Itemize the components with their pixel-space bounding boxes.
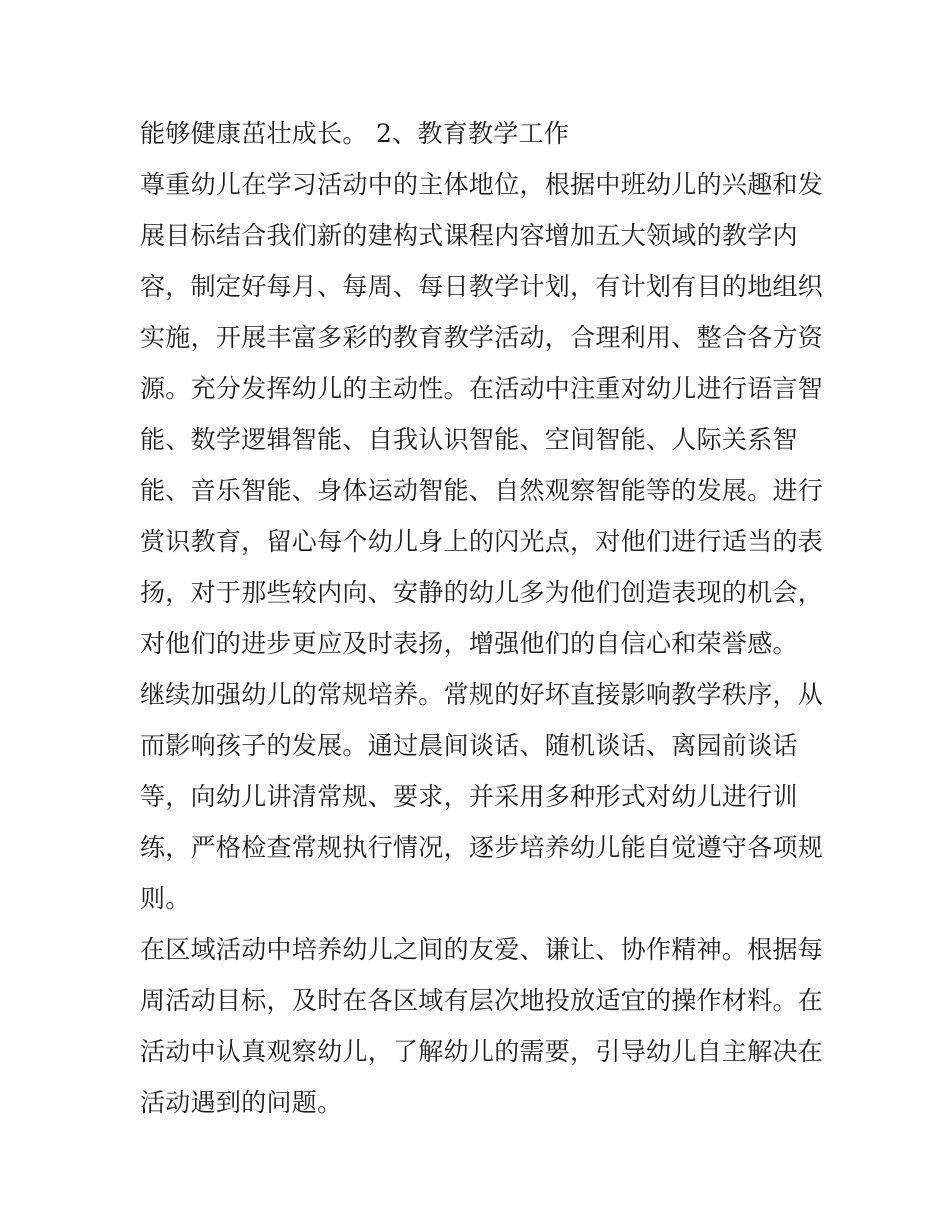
text-line: 而影响孩子的发展。通过晨间谈话、随机谈话、离园前谈话 — [140, 731, 798, 760]
text-line: 源。充分发挥幼儿的主动性。在活动中注重对幼儿进行语言智 — [140, 374, 824, 403]
text-line: 活动遇到的问题。 — [140, 1088, 343, 1117]
text-line: 则。 — [140, 884, 191, 913]
text-line: 对他们的进步更应及时表扬，增强他们的自信心和荣誉感。 — [140, 629, 798, 658]
text-line: 扬，对于那些较内向、安静的幼儿多为他们创造表现的机会， — [140, 578, 824, 607]
document-body — [140, 108, 824, 1128]
text-line: 活动中认真观察幼儿，了解幼儿的需要，引导幼儿自主解决在 — [140, 1037, 824, 1066]
text-line: 展目标结合我们新的建构式课程内容增加五大领域的教学内 — [140, 221, 798, 250]
text-line: 实施，开展丰富多彩的教育教学活动，合理利用、整合各方资 — [140, 323, 824, 352]
text-line: 能、音乐智能、身体运动智能、自然观察智能等的发展。进行 — [140, 476, 824, 505]
text-line: 在区域活动中培养幼儿之间的友爱、谦让、协作精神。根据每 — [140, 935, 824, 964]
text-line: 练，严格检查常规执行情况，逐步培养幼儿能自觉遵守各项规 — [140, 833, 824, 862]
text-line: 尊重幼儿在学习活动中的主体地位，根据中班幼儿的兴趣和发 — [140, 170, 824, 199]
text-line: 赏识教育，留心每个幼儿身上的闪光点，对他们进行适当的表 — [140, 527, 824, 556]
text-line: 周活动目标，及时在各区域有层次地投放适宜的操作材料。在 — [140, 986, 824, 1015]
text-line: 容，制定好每月、每周、每日教学计划，有计划有目的地组织 — [140, 272, 824, 301]
text-line: 能、数学逻辑智能、自我认识智能、空间智能、人际关系智 — [140, 425, 798, 454]
text-line: 等，向幼儿讲清常规、要求，并采用多种形式对幼儿进行训 — [140, 782, 798, 811]
text-line: 继续加强幼儿的常规培养。常规的好坏直接影响教学秩序，从 — [140, 680, 824, 709]
text-line: 能够健康茁壮成长。 2、教育教学工作 — [140, 119, 570, 148]
